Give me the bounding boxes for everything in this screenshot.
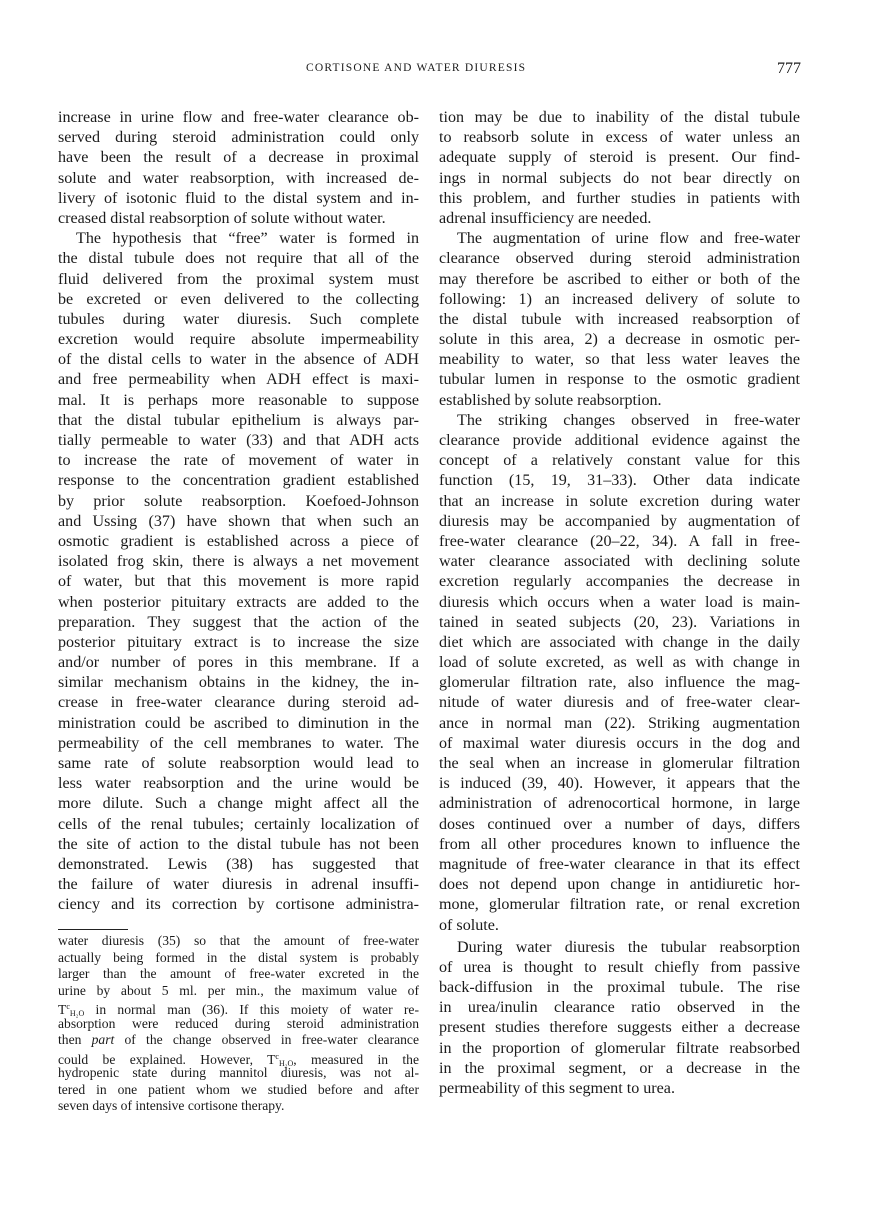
text-line: demonstrated. Lewis (38) has suggested that <box>58 855 419 873</box>
footnote-line <box>58 1049 419 1066</box>
text-line: may therefore be ascribed to either or both of the <box>439 270 800 288</box>
text-line: less water reabsorption and the urine would be <box>58 775 419 793</box>
text-line: ministration could be ascribed to diminution in the <box>58 714 419 732</box>
paragraph-start-line: The striking changes observed in free-water <box>457 411 800 429</box>
text-line: meability to water, so that less water leaves the <box>439 351 800 369</box>
text-line: tially permeable to water (33) and that ADH acts <box>58 432 419 449</box>
footnote-line: hydropenic state during mannitol diuresis, was not al- <box>58 1065 419 1080</box>
text-line: be excreted or even delivered to the collecting <box>58 290 419 308</box>
paragraph-start-line: The hypothesis that “free” water is formed in <box>76 230 419 248</box>
text-line: adrenal insufficiency are needed. <box>439 209 652 227</box>
text-line: tubules during water diuresis. Such complete <box>58 310 419 328</box>
text-line: similar mechanism obtains in the kidney, the in- <box>58 674 419 692</box>
text-line: posterior pituitary extract is to increase the size <box>58 633 419 651</box>
text-line: livery of isotonic fluid to the distal system and in- <box>58 189 419 207</box>
text-line: by prior solute reabsorption. Koefoed-Johnson <box>58 492 419 510</box>
text-line: mone, glomerular filtration rate, or renal excretion <box>439 896 800 914</box>
text-line: when posterior pituitary extracts are added to the <box>58 593 419 611</box>
text-line: isolated frog skin, there is always a net movement <box>58 553 419 571</box>
text-line: magnitude of free-water clearance in that its effect <box>439 855 800 873</box>
text-line: in the proximal segment, or a decrease in the <box>439 1059 800 1077</box>
text-line: cells of the renal tubules; certainly localization of <box>58 815 419 833</box>
footnote-text: could be explained. However, <box>58 1051 268 1067</box>
text-line: ciency and its correction by cortisone administra- <box>58 896 419 914</box>
text-line: diuresis may be accompanied by augmentation of <box>439 512 800 530</box>
text-line: same rate of solute reabsorption would lead to <box>58 755 419 772</box>
text-line: preparation. They suggest that the action of the <box>58 613 419 631</box>
text-line: to increase the rate of movement of water in <box>58 452 419 470</box>
text-line: free-water clearance (20–22, 34). A fall in free- <box>439 532 800 550</box>
text-line: the distal tubule with increased reabsorption of <box>439 310 800 328</box>
text-line: excretion regularly accompanies the decrease in <box>439 573 800 591</box>
text-line: does not depend upon change in antidiuretic hor- <box>439 876 800 894</box>
text-line: that the distal tubular epithelium is always par- <box>58 411 419 429</box>
text-line: doses continued over a number of days, differs <box>439 815 800 833</box>
footnote-text: , measured in the <box>293 1051 419 1067</box>
text-line: the seal when an increase in glomerular filtration <box>439 755 800 772</box>
text-line: the site of action to the distal tubule has not been <box>58 835 419 853</box>
text-line: diuresis which occurs when a water load is main- <box>439 593 800 611</box>
text-line: fluid delivered from the proximal system must <box>58 270 419 288</box>
footnote-text: of the change observed in free-water clearance <box>114 1032 419 1047</box>
footnote-divider <box>58 929 128 930</box>
text-line: the failure of water diuresis in adrenal insuffi- <box>58 876 419 894</box>
text-line: nitude of water diuresis and of free-water clear- <box>439 694 800 712</box>
text-line: from all other procedures known to influence the <box>439 835 800 853</box>
text-line: is induced (39, 40). However, it appears that the <box>439 775 800 793</box>
text-line: to reabsorb solute in excess of water unless an <box>439 129 800 147</box>
h2o-subscript: H₂O <box>69 1009 85 1018</box>
text-line: response to the concentration gradient established <box>58 472 419 490</box>
running-head <box>0 60 890 84</box>
text-line: diet which are associated with change in the daily <box>439 633 800 651</box>
text-line: mal. It is perhaps more reasonable to suppose <box>58 391 419 409</box>
left-column <box>58 108 419 916</box>
paragraph-start-line: The augmentation of urine flow and free-water <box>457 230 800 248</box>
footnote-line <box>58 999 419 1016</box>
text-line: following: 1) an increased delivery of solute to <box>439 290 800 308</box>
text-line: tained in seated subjects (20, 23). Variations in <box>439 613 800 631</box>
text-line: creased distal reabsorption of solute without water. <box>58 209 386 227</box>
text-line: clearance observed during steroid administration <box>439 250 800 268</box>
text-line: the distal tubule does not require that all of the <box>58 250 419 268</box>
text-line: increase in urine flow and free-water clearance ob- <box>58 109 419 126</box>
right-column <box>439 108 800 1099</box>
footnote-line: tered in one patient whom we studied before and after <box>58 1081 419 1097</box>
text-line: adequate supply of steroid is present. Our find- <box>439 149 800 167</box>
text-line: of urea is thought to result chiefly from passive <box>439 958 800 976</box>
footnote-line: larger than the amount of free-water excreted in the <box>58 966 419 981</box>
text-line: of water, but that this movement is more rapid <box>58 573 419 591</box>
text-line: back-diffusion in the proximal tubule. The rise <box>439 979 800 997</box>
text-line: ance in normal man (22). Striking augmentation <box>439 714 800 732</box>
paragraph-start-line: During water diuresis the tubular reabsorption <box>457 938 800 956</box>
h2o-subscript: H₂O <box>278 1058 294 1068</box>
text-line: permeability of this segment to urea. <box>439 1080 675 1097</box>
tc-symbol: T <box>58 1002 67 1017</box>
text-line: of the distal cells to water in the absence of ADH <box>58 351 419 369</box>
text-line: present studies therefore suggests either a decrease <box>439 1019 800 1037</box>
text-line: tion may be due to inability of the distal tubule <box>439 109 800 126</box>
text-line: that an increase in solute excretion during water <box>439 492 800 510</box>
text-line: solute in this area, 2) a decrease in osmotic per- <box>439 331 800 349</box>
footnote-line: actually being formed in the distal system is probably <box>58 949 419 965</box>
footnote-line: absorption were reduced during steroid administration <box>58 1015 419 1031</box>
text-line: and/or number of pores in this membrane. If a <box>58 654 419 672</box>
text-line: and Ussing (37) have shown that when such an <box>58 512 419 530</box>
page-number: 777 <box>777 60 801 77</box>
footnote-line: seven days of intensive cortisone therapy. <box>58 1098 285 1113</box>
text-line: osmotic gradient is established across a piece of <box>58 532 419 550</box>
footnote-text: in normal man (36). If this moiety of water re- <box>84 1002 419 1017</box>
footnote-line <box>58 1032 419 1049</box>
text-line: concept of a relatively constant value for this <box>439 452 800 470</box>
text-line: tubular lumen in response to the osmotic gradient <box>439 371 800 389</box>
text-line: clearance provide additional evidence against the <box>439 432 800 449</box>
running-title: CORTISONE AND WATER DIURESIS <box>306 62 527 74</box>
text-line: load of solute excreted, as well as with change in <box>439 654 800 672</box>
text-line: crease in free-water clearance during steroid ad- <box>58 694 419 712</box>
text-line: ings in normal subjects do not bear directly on <box>439 169 800 187</box>
text-line: of solute. <box>439 916 499 934</box>
text-line: in the proportion of glomerular filtrate reabsorbed <box>439 1039 800 1057</box>
text-line: glomerular filtration rate, also influence the mag- <box>439 674 800 692</box>
footnote <box>58 933 419 1115</box>
text-line: this problem, and further studies in patients with <box>439 189 800 207</box>
tc-superscript: c <box>275 1051 279 1061</box>
italic-emphasis: part <box>91 1032 115 1047</box>
tc-symbol: T <box>267 1051 276 1067</box>
text-line: solute and water reabsorption, with increased de- <box>58 169 419 187</box>
text-line: in urea/inulin clearance ratio observed in the <box>439 999 800 1017</box>
text-line: served during steroid administration could only <box>58 129 419 147</box>
text-line: and free permeability when ADH effect is maxi- <box>58 371 419 389</box>
footnote-line: urine by about 5 ml. per min., the maximum value of <box>58 982 419 998</box>
text-line: water clearance associated with declining solute <box>439 553 800 571</box>
footnote-text: then <box>58 1032 92 1047</box>
footnote-line: water diuresis (35) so that the amount of free-water <box>58 933 419 948</box>
text-line: excretion would require absolute impermeability <box>58 331 419 349</box>
text-line: more dilute. Such a change might affect all the <box>58 795 419 813</box>
text-line: of maximal water diuresis occurs in the dog and <box>439 734 800 752</box>
text-line: administration of adrenocortical hormone, in large <box>439 795 800 813</box>
text-line: function (15, 19, 31–33). Other data indicate <box>439 472 800 490</box>
tc-superscript: c <box>66 1002 70 1011</box>
text-line: established by solute reabsorption. <box>439 391 662 409</box>
text-line: have been the result of a decrease in proximal <box>58 149 419 167</box>
text-line: permeability of the cell membranes to water. The <box>58 734 419 752</box>
